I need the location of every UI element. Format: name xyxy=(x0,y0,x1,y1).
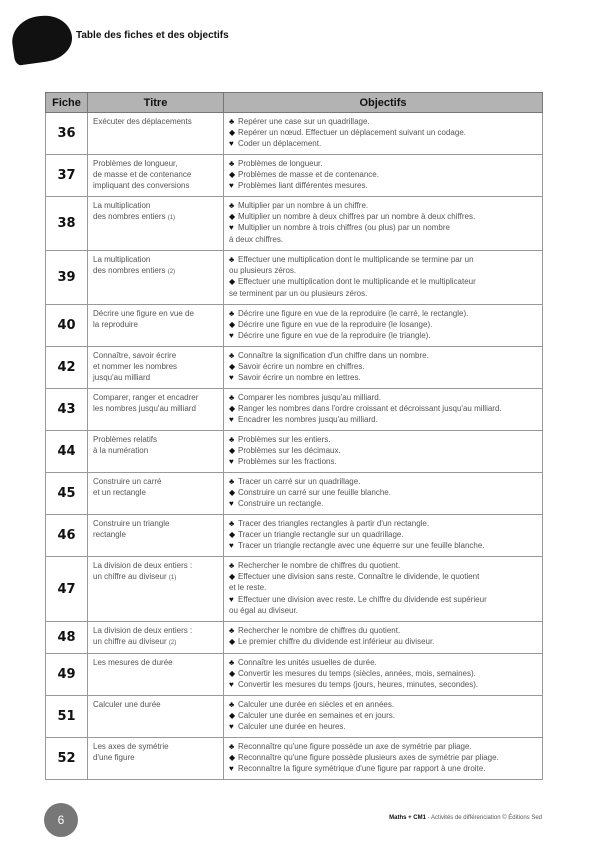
fiche-title-text: Construire un carré xyxy=(93,477,162,486)
heart-icon: ♥ xyxy=(229,139,234,149)
fiche-title xyxy=(88,197,224,251)
objective-line xyxy=(229,721,538,732)
club-icon: ♣ xyxy=(229,351,235,360)
table-row xyxy=(46,251,543,305)
fiche-title-text: La multiplication xyxy=(93,201,151,210)
club-icon: ♣ xyxy=(229,477,235,486)
fiche-title-line xyxy=(93,116,219,127)
fiche-objectives xyxy=(224,113,543,155)
objective-text: Calculer une durée en semaines et en jours. xyxy=(238,711,395,721)
objective-line xyxy=(229,222,538,233)
objective-line xyxy=(229,403,538,414)
objective-line xyxy=(229,476,538,487)
page-title: Table des fiches et des objectifs xyxy=(76,30,229,41)
objective-text: Reconnaître qu'une figure possède un axe de symétrie par pliage. xyxy=(238,742,472,751)
objective-line xyxy=(229,265,538,276)
club-icon: ♣ xyxy=(229,700,235,709)
fiche-number: 38 xyxy=(46,197,88,251)
table-row xyxy=(46,347,543,389)
fiche-number: 43 xyxy=(46,389,88,431)
objective-text: Reconnaître la figure symétrique d'une figure par rapport à une droite. xyxy=(238,764,486,774)
fiche-title-line xyxy=(93,308,219,319)
fiche-title-line xyxy=(93,518,219,529)
diamond-icon: ◆ xyxy=(229,212,236,222)
objective-line xyxy=(229,158,538,169)
fiche-number: 47 xyxy=(46,557,88,622)
objective-line xyxy=(229,116,538,127)
heart-icon: ♥ xyxy=(229,181,234,191)
objective-text: Repérer un nœud. Effectuer un déplacement suivant un codage. xyxy=(238,128,466,138)
fiche-title-line xyxy=(93,625,219,636)
objective-line xyxy=(229,498,538,509)
fiche-title xyxy=(88,515,224,557)
fiche-title xyxy=(88,347,224,389)
objective-line xyxy=(229,392,538,403)
diamond-icon: ◆ xyxy=(229,637,236,647)
objective-line xyxy=(229,699,538,710)
table-row xyxy=(46,654,543,696)
objective-text: à deux chiffres. xyxy=(229,234,284,244)
fiche-title-line xyxy=(93,636,219,649)
objective-line xyxy=(229,434,538,445)
fiche-title-line xyxy=(93,529,219,540)
objective-line xyxy=(229,414,538,425)
fiche-title-text: Problèmes relatifs xyxy=(93,435,158,444)
table-row xyxy=(46,197,543,251)
objective-text: ou égal au diviseur. xyxy=(229,605,298,615)
table-row xyxy=(46,473,543,515)
objective-text: Connaître la signification d'un chiffre dans un nombre. xyxy=(238,351,429,360)
fiche-title xyxy=(88,305,224,347)
fiche-title-line xyxy=(93,752,219,763)
fiche-title-text: impliquant des conversions xyxy=(93,181,190,191)
objective-text: Rechercher le nombre de chiffres du quotient. xyxy=(238,626,401,635)
diamond-icon: ◆ xyxy=(229,572,236,582)
objective-text: Construire un rectangle. xyxy=(238,499,324,509)
fiche-objectives xyxy=(224,197,543,251)
objective-line xyxy=(229,372,538,383)
fiche-title-text: jusqu'au milliard xyxy=(93,373,151,383)
objective-text: se terminent par un ou plusieurs zéros. xyxy=(229,288,368,298)
fiche-title-line xyxy=(93,392,219,403)
club-icon: ♣ xyxy=(229,159,235,168)
column-header-fiche: Fiche xyxy=(46,93,88,113)
fiche-title-text: La division de deux entiers : xyxy=(93,561,193,570)
objective-text: Problèmes de longueur. xyxy=(238,159,323,168)
fiche-objectives xyxy=(224,431,543,473)
fiche-title-line xyxy=(93,445,219,456)
diamond-icon: ◆ xyxy=(229,320,236,330)
club-icon: ♣ xyxy=(229,201,235,210)
objective-text: Problèmes sur les fractions. xyxy=(238,457,337,467)
fiche-title xyxy=(88,113,224,155)
fiche-objectives xyxy=(224,654,543,696)
fiche-objectives xyxy=(224,347,543,389)
objective-line xyxy=(229,529,538,540)
objective-text: Ranger les nombres dans l'ordre croissant et décroissant jusqu'au milliard. xyxy=(238,404,502,414)
fiche-title-text: Calculer une durée xyxy=(93,700,161,709)
objective-text: Convertir les mesures du temps (siècles, années, mois, semaines). xyxy=(238,669,476,679)
page-number: 6 xyxy=(44,803,78,837)
club-icon: ♣ xyxy=(229,742,235,751)
fiche-title xyxy=(88,473,224,515)
fiche-title-line xyxy=(93,254,219,265)
objective-text: Calculer une durée en heures. xyxy=(238,722,346,732)
fiche-title-line xyxy=(93,741,219,752)
objective-text: Coder un déplacement. xyxy=(238,139,322,149)
fiche-title-text: Exécuter des déplacements xyxy=(93,117,192,126)
fiche-title-line xyxy=(93,319,219,330)
heart-icon: ♥ xyxy=(229,373,234,383)
objective-line xyxy=(229,445,538,456)
fiche-title-text: Les mesures de durée xyxy=(93,658,173,667)
fiche-number: 39 xyxy=(46,251,88,305)
heart-icon: ♥ xyxy=(229,594,234,604)
objective-line xyxy=(229,276,538,287)
fiche-title-text: d'une figure xyxy=(93,753,135,763)
fiche-title-part: (1) xyxy=(168,575,177,582)
fiche-title-text: Problèmes de longueur, xyxy=(93,159,178,168)
club-icon: ♣ xyxy=(229,393,235,402)
objective-line xyxy=(229,234,538,245)
objective-text: Tracer un carré sur un quadrillage. xyxy=(238,477,361,486)
objective-text: Savoir écrire un nombre en chiffres. xyxy=(238,362,365,372)
objective-text: Tracer un triangle rectangle sur un quadrillage. xyxy=(238,530,404,540)
fiche-title-line xyxy=(93,560,219,571)
diamond-icon: ◆ xyxy=(229,669,236,679)
fiche-title-text: les nombres jusqu'au milliard xyxy=(93,404,196,414)
fiche-title-line xyxy=(93,403,219,414)
diamond-icon: ◆ xyxy=(229,753,236,763)
objective-text: Multiplier un nombre à trois chiffres (ou plus) par un nombre xyxy=(238,223,450,233)
objective-line xyxy=(229,127,538,138)
objective-line xyxy=(229,625,538,636)
objective-text: Le premier chiffre du dividende est inférieur au diviseur. xyxy=(238,637,435,647)
heart-icon: ♥ xyxy=(229,331,234,341)
objective-line xyxy=(229,741,538,752)
objective-line xyxy=(229,657,538,668)
footer-book-title: Maths + CM1 xyxy=(389,815,426,821)
heart-icon: ♥ xyxy=(229,722,234,732)
fiche-title xyxy=(88,654,224,696)
fiche-title-text: Construire un triangle xyxy=(93,519,170,528)
objective-text: Savoir écrire un nombre en lettres. xyxy=(238,373,361,383)
objective-line xyxy=(229,200,538,211)
objective-text: Décrire une figure en vue de la reproduire (le carré, le rectangle). xyxy=(238,309,469,318)
heart-icon: ♥ xyxy=(229,541,234,551)
objective-line xyxy=(229,571,538,582)
diamond-icon: ◆ xyxy=(229,488,236,498)
fiche-title-line xyxy=(93,169,219,180)
diamond-icon: ◆ xyxy=(229,404,236,414)
objective-text: Effectuer une division sans reste. Connaître le dividende, le quotient xyxy=(238,572,480,582)
fiche-title xyxy=(88,557,224,622)
objective-line xyxy=(229,456,538,467)
fiche-objectives xyxy=(224,738,543,780)
objective-line xyxy=(229,487,538,498)
objective-line xyxy=(229,350,538,361)
objective-line xyxy=(229,763,538,774)
table-row xyxy=(46,305,543,347)
diamond-icon: ◆ xyxy=(229,446,236,456)
objective-line xyxy=(229,361,538,372)
footer-credit xyxy=(389,815,542,821)
objective-line xyxy=(229,518,538,529)
objective-line xyxy=(229,636,538,647)
objective-text: Rechercher le nombre de chiffres du quotient. xyxy=(238,561,401,570)
club-icon: ♣ xyxy=(229,117,235,126)
table-row xyxy=(46,389,543,431)
fiche-title xyxy=(88,431,224,473)
objective-text: Effectuer une multiplication dont le multiplicande se termine par un xyxy=(238,255,474,264)
fiche-number: 46 xyxy=(46,515,88,557)
objective-text: Comparer les nombres jusqu'au milliard. xyxy=(238,393,381,402)
objective-line xyxy=(229,254,538,265)
fiche-title-line xyxy=(93,180,219,191)
fiche-title-line xyxy=(93,265,219,278)
heart-icon: ♥ xyxy=(229,457,234,467)
fiche-title-line xyxy=(93,211,219,224)
objective-line xyxy=(229,560,538,571)
footer-credit-text: - Activités de différenciation © Éditions Sed xyxy=(425,815,542,821)
objective-text: Multiplier un nombre à deux chiffres par un nombre à deux chiffres. xyxy=(238,212,476,222)
fiche-title-text: un chiffre au diviseur xyxy=(93,637,167,647)
fiche-title-line xyxy=(93,372,219,383)
fiche-title xyxy=(88,738,224,780)
fiche-title xyxy=(88,251,224,305)
fiche-objectives xyxy=(224,155,543,197)
heart-icon: ♥ xyxy=(229,415,234,425)
fiche-title-text: et nommer les nombres xyxy=(93,362,178,372)
fiche-title-text: des nombres entiers xyxy=(93,266,166,276)
fiche-title-line xyxy=(93,487,219,498)
fiche-title-text: Comparer, ranger et encadrer xyxy=(93,393,199,402)
fiche-title-line xyxy=(93,657,219,668)
fiche-title-text: Les axes de symétrie xyxy=(93,742,169,751)
table-header-row xyxy=(46,93,543,113)
objective-text: Construire un carré sur une feuille blanche. xyxy=(238,488,391,498)
objective-text: Convertir les mesures du temps (jours, heures, minutes, secondes). xyxy=(238,680,479,690)
fiche-title-text: rectangle xyxy=(93,530,126,540)
club-icon: ♣ xyxy=(229,626,235,635)
objective-text: Problèmes sur les entiers. xyxy=(238,435,331,444)
table-row xyxy=(46,113,543,155)
objective-text: Effectuer une division avec reste. Le chiffre du dividende est supérieur xyxy=(238,594,487,604)
table-row xyxy=(46,431,543,473)
club-icon: ♣ xyxy=(229,435,235,444)
objective-line xyxy=(229,605,538,616)
objective-text: Encadrer les nombres jusqu'au milliard. xyxy=(238,415,378,425)
fiche-title-line xyxy=(93,434,219,445)
table-row xyxy=(46,696,543,738)
fiche-title-part: (2) xyxy=(168,640,177,647)
club-icon: ♣ xyxy=(229,255,235,264)
table-row xyxy=(46,155,543,197)
objective-line xyxy=(229,308,538,319)
heart-icon: ♥ xyxy=(229,499,234,509)
fiche-number: 44 xyxy=(46,431,88,473)
fiche-title-part: (1) xyxy=(167,215,176,222)
objectives-table xyxy=(45,92,543,780)
objective-text: et le reste. xyxy=(229,583,267,593)
fiche-title-line xyxy=(93,200,219,211)
fiche-objectives xyxy=(224,696,543,738)
club-icon: ♣ xyxy=(229,309,235,318)
objective-line xyxy=(229,138,538,149)
objective-line xyxy=(229,752,538,763)
objective-line xyxy=(229,169,538,180)
fiche-objectives xyxy=(224,622,543,654)
fiche-title-text: La division de deux entiers : xyxy=(93,626,193,635)
fiche-objectives xyxy=(224,251,543,305)
objective-text: Décrire une figure en vue de la reproduire (le losange). xyxy=(238,320,433,330)
fiche-objectives xyxy=(224,557,543,622)
fiche-title xyxy=(88,622,224,654)
fiche-title-text: des nombres entiers xyxy=(93,212,166,222)
objective-text: Repérer une case sur un quadrillage. xyxy=(238,117,370,126)
table-row xyxy=(46,515,543,557)
fiche-objectives xyxy=(224,515,543,557)
objective-line xyxy=(229,582,538,593)
heart-icon: ♥ xyxy=(229,223,234,233)
fiche-title-part: (2) xyxy=(167,269,176,276)
fiche-number: 45 xyxy=(46,473,88,515)
fiche-objectives xyxy=(224,473,543,515)
column-header-titre: Titre xyxy=(88,93,224,113)
table-row xyxy=(46,738,543,780)
fiche-number: 51 xyxy=(46,696,88,738)
fiche-title-text: La multiplication xyxy=(93,255,151,264)
heart-icon: ♥ xyxy=(229,764,234,774)
fiche-title-line xyxy=(93,350,219,361)
fiche-title-line xyxy=(93,361,219,372)
objective-line xyxy=(229,668,538,679)
objective-line xyxy=(229,319,538,330)
fiche-number: 52 xyxy=(46,738,88,780)
objective-text: Effectuer une multiplication dont le multiplicande et le multiplicateur xyxy=(238,277,476,287)
objective-text: Problèmes sur les décimaux. xyxy=(238,446,341,456)
objective-text: Tracer des triangles rectangles à partir d'un rectangle. xyxy=(238,519,430,528)
fiche-title xyxy=(88,696,224,738)
objective-text: Décrire une figure en vue de la reproduire (le triangle). xyxy=(238,331,431,341)
club-icon: ♣ xyxy=(229,658,235,667)
fiche-objectives xyxy=(224,305,543,347)
fiche-title-text: de masse et de contenance xyxy=(93,170,192,180)
diamond-icon: ◆ xyxy=(229,170,236,180)
fiche-title xyxy=(88,389,224,431)
fiche-title-text: la reproduire xyxy=(93,320,138,330)
fiche-number: 36 xyxy=(46,113,88,155)
objective-line xyxy=(229,211,538,222)
diamond-icon: ◆ xyxy=(229,711,236,721)
objective-line xyxy=(229,594,538,605)
header-blob-decoration xyxy=(9,12,75,66)
fiche-title-line xyxy=(93,158,219,169)
fiche-number: 42 xyxy=(46,347,88,389)
objective-text: Multiplier par un nombre à un chiffre. xyxy=(238,201,369,210)
objective-text: Reconnaître qu'une figure possède plusieurs axes de symétrie par pliage. xyxy=(238,753,499,763)
fiche-title xyxy=(88,155,224,197)
fiche-title-line xyxy=(93,571,219,584)
fiche-title-text: Décrire une figure en vue de xyxy=(93,309,194,318)
fiche-title-text: Connaître, savoir écrire xyxy=(93,351,177,360)
objective-line xyxy=(229,679,538,690)
objective-text: Connaître les unités usuelles de durée. xyxy=(238,658,377,667)
fiche-title-text: un chiffre au diviseur xyxy=(93,572,167,582)
diamond-icon: ◆ xyxy=(229,277,236,287)
objective-line xyxy=(229,710,538,721)
objective-text: Problèmes de masse et de contenance. xyxy=(238,170,379,180)
club-icon: ♣ xyxy=(229,561,235,570)
objective-text: ou plusieurs zéros. xyxy=(229,266,297,276)
diamond-icon: ◆ xyxy=(229,362,236,372)
fiche-objectives xyxy=(224,389,543,431)
table-row xyxy=(46,557,543,622)
fiche-number: 48 xyxy=(46,622,88,654)
objective-text: Problèmes liant différentes mesures. xyxy=(238,181,368,191)
club-icon: ♣ xyxy=(229,519,235,528)
fiche-number: 49 xyxy=(46,654,88,696)
fiche-title-text: et un rectangle xyxy=(93,488,146,498)
fiche-title-line xyxy=(93,699,219,710)
objective-text: Calculer une durée en siècles et en années. xyxy=(238,700,395,709)
table-row xyxy=(46,622,543,654)
objective-text: Tracer un triangle rectangle avec une équerre sur une feuille blanche. xyxy=(238,541,485,551)
column-header-objectifs: Objectifs xyxy=(224,93,543,113)
objective-line xyxy=(229,288,538,299)
diamond-icon: ◆ xyxy=(229,128,236,138)
fiche-title-text: à la numération xyxy=(93,446,149,456)
fiche-number: 37 xyxy=(46,155,88,197)
fiche-title-line xyxy=(93,476,219,487)
objective-line xyxy=(229,180,538,191)
fiche-number: 40 xyxy=(46,305,88,347)
diamond-icon: ◆ xyxy=(229,530,236,540)
heart-icon: ♥ xyxy=(229,680,234,690)
objective-line xyxy=(229,330,538,341)
objective-line xyxy=(229,540,538,551)
